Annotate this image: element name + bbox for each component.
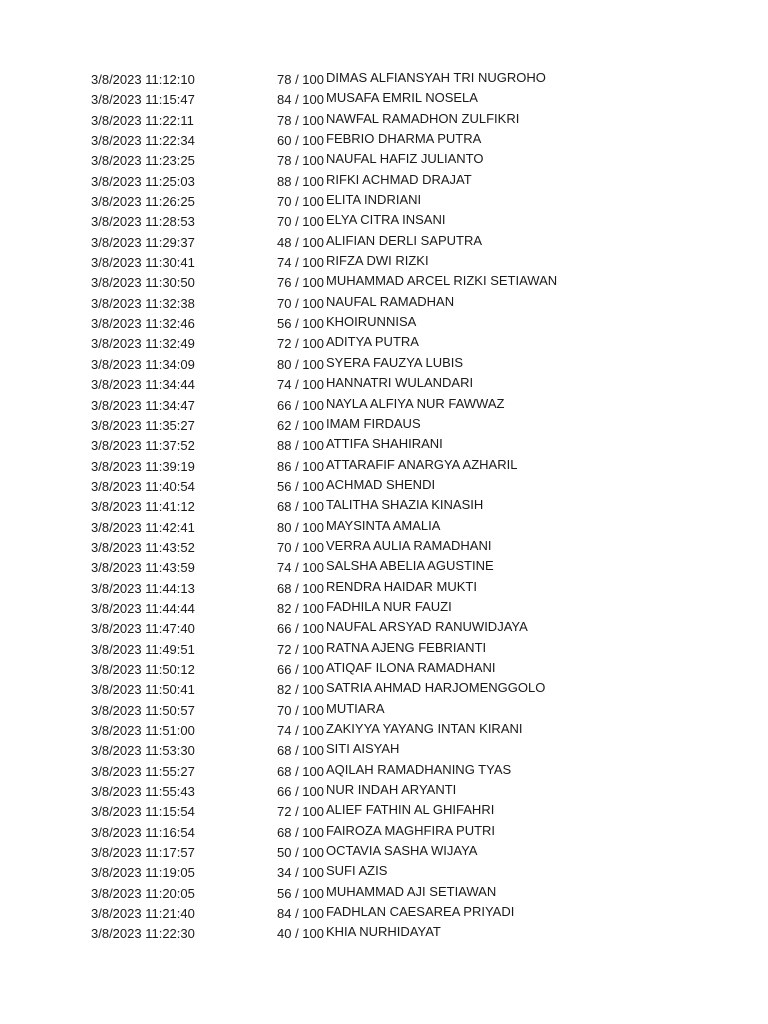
results-sheet <box>0 70 768 945</box>
score-cell: 72 / 100 <box>277 336 324 352</box>
table-row <box>0 233 768 253</box>
student-name-cell: MUTIARA <box>326 700 385 716</box>
timestamp-cell: 3/8/2023 11:37:52 <box>91 438 195 454</box>
timestamp-cell: 3/8/2023 11:44:13 <box>91 580 195 596</box>
timestamp-cell: 3/8/2023 11:35:27 <box>91 417 195 433</box>
student-name-cell: SITI AISYAH <box>326 741 400 757</box>
timestamp-cell: 3/8/2023 11:15:47 <box>91 92 195 108</box>
timestamp-cell: 3/8/2023 11:30:50 <box>91 275 195 291</box>
score-cell: 66 / 100 <box>277 397 324 413</box>
score-cell: 76 / 100 <box>277 275 324 291</box>
timestamp-cell: 3/8/2023 11:15:54 <box>91 804 195 820</box>
table-row <box>0 619 768 639</box>
student-name-cell: NAUFAL RAMADHAN <box>326 293 455 309</box>
timestamp-cell: 3/8/2023 11:16:54 <box>91 824 195 840</box>
table-row <box>0 375 768 395</box>
student-name-cell: ATTIFA SHAHIRANI <box>326 436 443 452</box>
score-cell: 78 / 100 <box>277 112 324 128</box>
table-row <box>0 294 768 314</box>
table-row <box>0 558 768 578</box>
timestamp-cell: 3/8/2023 11:42:41 <box>91 519 195 535</box>
table-row <box>0 884 768 904</box>
score-cell: 78 / 100 <box>277 72 324 87</box>
student-name-cell: SATRIA AHMAD HARJOMENGGOLO <box>326 680 546 696</box>
timestamp-cell: 3/8/2023 11:30:41 <box>91 255 195 271</box>
timestamp-cell: 3/8/2023 11:51:00 <box>91 723 195 738</box>
timestamp-cell: 3/8/2023 11:53:30 <box>91 743 195 759</box>
timestamp-cell: 3/8/2023 11:40:54 <box>91 478 195 494</box>
score-cell: 86 / 100 <box>277 458 324 474</box>
score-cell: 60 / 100 <box>277 133 324 149</box>
score-cell: 84 / 100 <box>277 92 324 108</box>
score-cell: 72 / 100 <box>277 641 324 657</box>
score-cell: 80 / 100 <box>277 519 324 535</box>
score-cell: 68 / 100 <box>277 743 324 759</box>
student-name-cell: SYERA FAUZYA LUBIS <box>326 354 464 370</box>
table-row <box>0 70 768 90</box>
student-name-cell: VERRA AULIA RAMADHANI <box>326 537 492 553</box>
student-name-cell: FEBRIO DHARMA PUTRA <box>326 131 482 147</box>
score-cell: 68 / 100 <box>277 824 324 840</box>
table-row <box>0 762 768 782</box>
timestamp-cell: 3/8/2023 11:21:40 <box>91 906 195 922</box>
table-row <box>0 314 768 334</box>
score-cell: 48 / 100 <box>277 234 324 250</box>
table-row <box>0 396 768 416</box>
table-row <box>0 253 768 273</box>
score-cell: 82 / 100 <box>277 600 324 616</box>
table-row <box>0 477 768 497</box>
student-name-cell: MUHAMMAD AJI SETIAWAN <box>326 883 497 899</box>
timestamp-cell: 3/8/2023 11:22:34 <box>91 133 195 149</box>
table-row <box>0 192 768 212</box>
timestamp-cell: 3/8/2023 11:12:10 <box>91 72 195 87</box>
score-cell: 72 / 100 <box>277 804 324 820</box>
score-cell: 56 / 100 <box>277 316 324 332</box>
timestamp-cell: 3/8/2023 11:22:11 <box>91 112 194 128</box>
score-cell: 82 / 100 <box>277 682 324 698</box>
timestamp-cell: 3/8/2023 11:55:27 <box>91 763 195 779</box>
table-row <box>0 334 768 354</box>
student-name-cell: ATIQAF ILONA RAMADHANI <box>326 659 496 675</box>
timestamp-cell: 3/8/2023 11:50:57 <box>91 702 195 718</box>
score-cell: 74 / 100 <box>277 560 324 576</box>
score-cell: 88 / 100 <box>277 438 324 454</box>
score-cell: 70 / 100 <box>277 295 324 311</box>
table-row <box>0 538 768 558</box>
table-row <box>0 823 768 843</box>
table-row <box>0 416 768 436</box>
table-row <box>0 904 768 924</box>
table-row <box>0 273 768 293</box>
student-name-cell: RIFKI ACHMAD DRAJAT <box>326 171 472 187</box>
table-row <box>0 863 768 883</box>
score-cell: 34 / 100 <box>277 865 324 881</box>
student-name-cell: NUR INDAH ARYANTI <box>326 782 457 798</box>
student-name-cell: KHOIRUNNISA <box>326 314 417 330</box>
score-cell: 78 / 100 <box>277 153 324 169</box>
table-row <box>0 843 768 863</box>
student-name-cell: RENDRA HAIDAR MUKTI <box>326 578 477 594</box>
score-cell: 56 / 100 <box>277 885 324 901</box>
table-row <box>0 579 768 599</box>
table-row <box>0 90 768 110</box>
timestamp-cell: 3/8/2023 11:25:03 <box>91 173 195 189</box>
score-cell: 40 / 100 <box>277 926 324 942</box>
timestamp-cell: 3/8/2023 11:43:52 <box>91 539 195 555</box>
timestamp-cell: 3/8/2023 11:23:25 <box>91 153 195 169</box>
score-cell: 56 / 100 <box>277 478 324 494</box>
score-cell: 88 / 100 <box>277 173 324 189</box>
table-row <box>0 721 768 741</box>
student-name-cell: AQILAH RAMADHANING TYAS <box>326 761 512 777</box>
student-name-cell: SALSHA ABELIA AGUSTINE <box>326 558 494 574</box>
table-row <box>0 212 768 232</box>
student-name-cell: OCTAVIA SASHA WIJAYA <box>326 843 478 859</box>
table-row <box>0 924 768 944</box>
student-name-cell: NAYLA ALFIYA NUR FAWWAZ <box>326 395 505 411</box>
score-cell: 70 / 100 <box>277 214 324 230</box>
score-cell: 66 / 100 <box>277 661 324 677</box>
timestamp-cell: 3/8/2023 11:50:12 <box>91 661 195 677</box>
table-row <box>0 497 768 517</box>
student-name-cell: SUFI AZIS <box>326 863 388 879</box>
student-name-cell: ELYA CITRA INSANI <box>326 212 446 228</box>
table-row <box>0 660 768 680</box>
student-name-cell: FADHLAN CAESAREA PRIYADI <box>326 904 515 920</box>
timestamp-cell: 3/8/2023 11:39:19 <box>91 458 195 474</box>
table-row <box>0 457 768 477</box>
timestamp-cell: 3/8/2023 11:32:38 <box>91 295 195 311</box>
score-cell: 74 / 100 <box>277 255 324 271</box>
student-name-cell: ELITA INDRIANI <box>326 192 422 208</box>
timestamp-cell: 3/8/2023 11:44:44 <box>91 600 195 616</box>
student-name-cell: ZAKIYYA YAYANG INTAN KIRANI <box>326 721 523 736</box>
table-row <box>0 741 768 761</box>
score-cell: 50 / 100 <box>277 845 324 861</box>
student-name-cell: KHIA NURHIDAYAT <box>326 924 441 940</box>
score-cell: 74 / 100 <box>277 723 324 738</box>
table-row <box>0 111 768 131</box>
student-name-cell: MUHAMMAD ARCEL RIZKI SETIAWAN <box>326 273 558 289</box>
score-cell: 68 / 100 <box>277 763 324 779</box>
timestamp-cell: 3/8/2023 11:32:49 <box>91 336 195 352</box>
timestamp-cell: 3/8/2023 11:32:46 <box>91 316 195 332</box>
timestamp-cell: 3/8/2023 11:55:43 <box>91 784 195 800</box>
timestamp-cell: 3/8/2023 11:22:30 <box>91 926 195 942</box>
score-cell: 68 / 100 <box>277 580 324 596</box>
table-row <box>0 640 768 660</box>
score-cell: 68 / 100 <box>277 499 324 515</box>
student-name-cell: MUSAFA EMRIL NOSELA <box>326 90 478 106</box>
student-name-cell: DIMAS ALFIANSYAH TRI NUGROHO <box>326 70 546 85</box>
score-cell: 66 / 100 <box>277 621 324 637</box>
student-name-cell: RIFZA DWI RIZKI <box>326 253 429 269</box>
score-cell: 70 / 100 <box>277 702 324 718</box>
score-cell: 62 / 100 <box>277 417 324 433</box>
timestamp-cell: 3/8/2023 11:50:41 <box>91 682 195 698</box>
table-row <box>0 680 768 700</box>
timestamp-cell: 3/8/2023 11:29:37 <box>91 234 195 250</box>
student-name-cell: RATNA AJENG FEBRIANTI <box>326 639 487 655</box>
student-name-cell: ATTARAFIF ANARGYA AZHARIL <box>326 456 518 472</box>
timestamp-cell: 3/8/2023 11:17:57 <box>91 845 195 861</box>
student-name-cell: NAUFAL HAFIZ JULIANTO <box>326 151 484 167</box>
timestamp-cell: 3/8/2023 11:34:44 <box>91 377 195 393</box>
student-name-cell: ALIEF FATHIN AL GHIFAHRI <box>326 802 495 818</box>
student-name-cell: IMAM FIRDAUS <box>326 415 421 431</box>
student-name-cell: HANNATRI WULANDARI <box>326 375 474 391</box>
table-row <box>0 436 768 456</box>
score-cell: 84 / 100 <box>277 906 324 922</box>
student-name-cell: ACHMAD SHENDI <box>326 476 436 492</box>
table-row <box>0 518 768 538</box>
timestamp-cell: 3/8/2023 11:19:05 <box>91 865 195 881</box>
student-name-cell: FADHILA NUR FAUZI <box>326 598 452 614</box>
timestamp-cell: 3/8/2023 11:26:25 <box>91 194 195 210</box>
score-cell: 70 / 100 <box>277 194 324 210</box>
score-cell: 74 / 100 <box>277 377 324 393</box>
timestamp-cell: 3/8/2023 11:43:59 <box>91 560 195 576</box>
table-row <box>0 599 768 619</box>
table-row <box>0 802 768 822</box>
student-name-cell: MAYSINTA AMALIA <box>326 517 441 533</box>
timestamp-cell: 3/8/2023 11:49:51 <box>91 641 195 657</box>
student-name-cell: NAWFAL RAMADHON ZULFIKRI <box>326 110 520 126</box>
timestamp-cell: 3/8/2023 11:20:05 <box>91 885 195 901</box>
table-row <box>0 701 768 721</box>
timestamp-cell: 3/8/2023 11:41:12 <box>91 499 195 515</box>
student-name-cell: TALITHA SHAZIA KINASIH <box>326 497 484 513</box>
student-name-cell: ADITYA PUTRA <box>326 334 419 350</box>
score-cell: 70 / 100 <box>277 539 324 555</box>
table-row <box>0 131 768 151</box>
timestamp-cell: 3/8/2023 11:47:40 <box>91 621 195 637</box>
student-name-cell: ALIFIAN DERLI SAPUTRA <box>326 232 483 248</box>
table-row <box>0 782 768 802</box>
table-row <box>0 172 768 192</box>
student-name-cell: NAUFAL ARSYAD RANUWIDJAYA <box>326 619 528 635</box>
timestamp-cell: 3/8/2023 11:34:09 <box>91 356 195 372</box>
timestamp-cell: 3/8/2023 11:28:53 <box>91 214 195 230</box>
timestamp-cell: 3/8/2023 11:34:47 <box>91 397 195 413</box>
table-row <box>0 151 768 171</box>
student-name-cell: FAIROZA MAGHFIRA PUTRI <box>326 822 496 838</box>
score-cell: 80 / 100 <box>277 356 324 372</box>
score-cell: 66 / 100 <box>277 784 324 800</box>
table-row <box>0 355 768 375</box>
